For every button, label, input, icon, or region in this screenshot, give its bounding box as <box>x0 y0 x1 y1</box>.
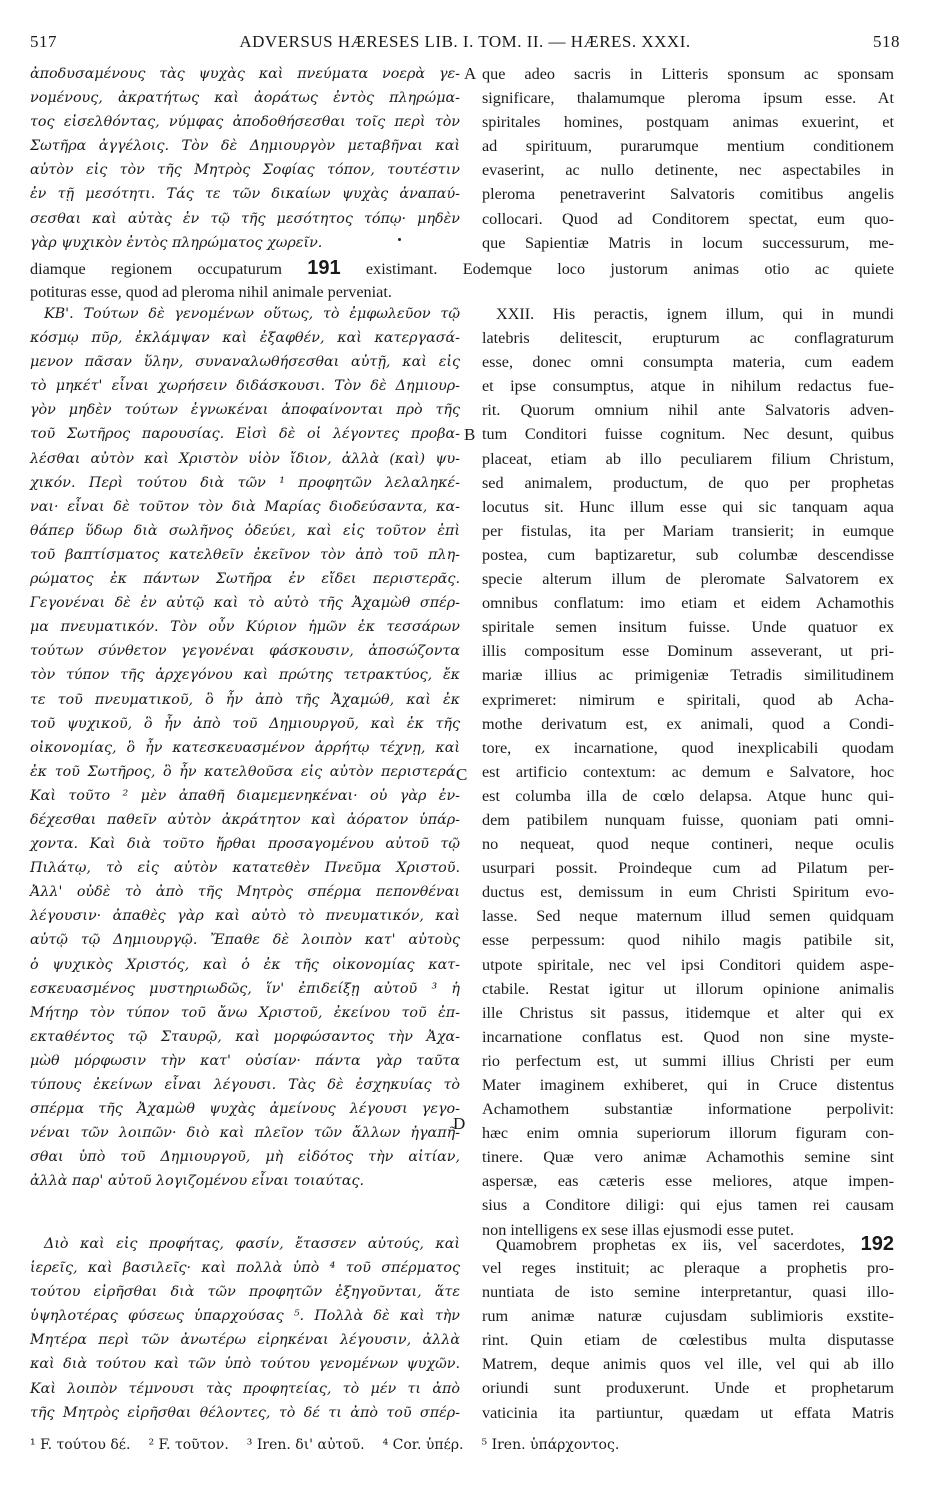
latin-line: no nequeat, quod neque contineri, neque oculis <box>482 835 894 854</box>
greek-line: νέναι τῶν λοιπῶν· διὸ καὶ πλεῖον τῶν ἄλλων ἠγαπῆ- <box>30 1125 460 1142</box>
greek-line: λέσθαι αὐτὸν καὶ Χριστὸν υἱὸν ἴδιον, ἀλλὰ (καὶ) ψυ- <box>30 450 460 467</box>
latin-line: illis compositum esse Dominum asseverant, ut pri- <box>482 642 894 661</box>
greek-line: κόσμῳ πῦρ, ἐκλάμψαν καὶ ἐξαφθέν, καὶ κατεργασά- <box>30 330 460 347</box>
greek-line: ναι· εἶναι δὲ τοῦτον τὸν διὰ Μαρίας διοδεύσαντα, κα- <box>30 498 460 515</box>
footnote: ¹ F. τούτου δέ. <box>30 1437 131 1453</box>
greek-line: τοῦ Σωτῆρος παρουσίας. Εἰσὶ δὲ οἱ λέγοντες προβα- <box>30 426 460 443</box>
greek-line: τοῦ βαπτίσματος κατελθεῖν ἐκεῖνον τὸν ἀπὸ τοῦ πλη- <box>30 546 460 563</box>
latin-line: aspersæ, eas cæteris esse meliores, atque impen- <box>482 1172 894 1191</box>
ink-dot <box>398 238 401 241</box>
greek-line: εσκευασμένος μυστηριωδῶς, ἵν' ἐπιδείξῃ αὐτοῦ ³ ἡ <box>30 980 460 997</box>
greek-column-top <box>30 62 460 255</box>
greek-line: τούτων σύνθετον γεγονέναι φάσκουσιν, ἀποσώζοντα <box>30 643 460 660</box>
footnote: ⁴ Cor. ὑπέρ. <box>382 1437 464 1453</box>
column-marker-192: 192 <box>860 1233 895 1255</box>
latin-line: dem patibilem nunquam fuisse, quoniam pati omni- <box>482 810 894 829</box>
latin-line: rint. Quin etiam de cœlestibus multa disputasse <box>482 1331 894 1350</box>
latin-line: que adeo sacris in Litteris sponsum ac sponsam <box>482 65 894 83</box>
greek-line: σεσθαι καὶ αὐτὰς ἐν τῷ τῆς μεσότητος τόπῳ· μηδὲν <box>30 210 460 227</box>
latin-column-main <box>482 302 894 1242</box>
greek-line: μα πνευματικόν. Τὸν οὖν Κύριον ἡμῶν ἐκ τεσσάρων <box>30 619 460 636</box>
greek-line: Γεγονέναι δὲ ἐν αὐτῷ καὶ τὸ αὐτὸ τῆς Ἀχαμὼθ σπέρ- <box>30 595 460 612</box>
margin-letter-d: D <box>453 1114 466 1133</box>
margin-letter-c: C <box>456 765 468 784</box>
greek-line: τος εἰσελθόντας, νύμφας ἀποδοθήσεσθαι τοῖς περὶ τὸν <box>30 114 460 131</box>
latin-paragraph-start-text: Quamobrem prophetas ex iis, vel sacerdotes, <box>496 1236 845 1254</box>
latin-line: Achamothem substantiæ informatione perpolivit: <box>482 1100 894 1119</box>
latin-line: significare, thalamumque pleroma ipsum esse. At <box>482 89 894 108</box>
latin-line: spiritales homines, postquam animas exuerint, et <box>482 113 894 132</box>
latin-line: sed animalem, productum, de quo per prophetas <box>482 473 894 492</box>
greek-line: ἐκ τοῦ Σωτῆρος, ὃ ἦν κατελθοῦσα εἰς αὐτὸν περιστερά. <box>30 763 460 780</box>
latin-line: collocari. Quod ad Conditorem spectat, eum quo- <box>482 209 894 228</box>
full-width-passage <box>30 256 894 304</box>
greek-line: χοντα. Καὶ διὰ τοῦτο ἤρθαι προσαγομένου αὐτοῦ τῷ <box>30 836 460 853</box>
column-marker-191: 191 <box>307 257 341 279</box>
latin-line: specie alterum illum de pleromate Salvatorem ex <box>482 570 894 589</box>
greek-column-bottom <box>30 1232 460 1425</box>
greek-line: ὑψηλοτέρας φύσεως ὑπαρχούσας ⁵. Πολλὰ δὲ καὶ τὴν <box>30 1308 460 1325</box>
latin-line: rit. Quorum omnium nihil ante Salvatoris adven- <box>482 401 894 420</box>
greek-line: μενον πᾶσαν ὕλην, συναναλωθήσεσθαι αὐτῇ, καὶ εἰς <box>30 354 460 371</box>
greek-line: Καὶ λοιπὸν τέμνουσι τὰς προφητείας, τὸ μέν τι ἀπὸ <box>30 1380 460 1397</box>
latin-line: est columba illa de cœlo delapsa. Atque hunc qui- <box>482 786 894 805</box>
greek-line: εκταθέντος τῷ Σταυρῷ, καὶ μορφώσαντος τὴν Ἀχα- <box>30 1028 460 1045</box>
greek-line: τὸν τύπον τῆς ἀρχεγόνου καὶ πρώτης τετρακτύος, ἔκ <box>30 667 460 684</box>
margin-letter-b: B <box>464 425 476 444</box>
latin-line: ductus est, demissum in eum Christi Spiritum evo- <box>482 883 894 902</box>
latin-line: per fistulas, ita per Mariam transierit; in eumque <box>482 521 894 540</box>
latin-line: ad spirituum, purarumque mentium conditionem <box>482 137 894 156</box>
greek-line: χικόν. Περὶ τούτου διὰ τῶν ¹ προφητῶν λελαληκέ- <box>30 474 460 491</box>
latin-line: Mater imaginem exhiberet, qui in Cruce distentus <box>482 1076 894 1094</box>
latin-line: postea, cum baptizaretur, sub columbæ descendisse <box>482 545 894 564</box>
latin-line: Matrem, deque animis quos vel ille, vel qui ab illo <box>482 1355 894 1374</box>
latin-line: et ipse consumptus, atque in nihilum redactus fue- <box>482 377 894 396</box>
greek-line: γὸν μηδὲν τούτων ἐγνωκέναι ἀποφαίνονται πρὸ τῆς <box>30 402 460 419</box>
latin-line: omnibus conflatum: imo etiam et eidem Achamothis <box>482 594 894 613</box>
latin-column-top <box>482 62 894 255</box>
latin-column-bottom <box>482 1256 894 1425</box>
footnote: ² F. τοῦτον. <box>148 1437 229 1453</box>
greek-column-main <box>30 302 460 1193</box>
latin-line: tinere. Quæ vero animæ Achamothis semine sint <box>482 1148 894 1167</box>
greek-line: τούτου εἰρῆσθαι διὰ τῶν προφητῶν ἐξηγοῦνται, ἅτε <box>30 1284 460 1301</box>
latin-line: XXII. His peractis, ignem illum, qui in mundi <box>496 305 894 323</box>
latin-line: incarnatione conflatus est. Quod non sine myste- <box>482 1027 894 1046</box>
latin-line: esse, donec omni consumpta materia, cum eadem <box>482 353 894 372</box>
greek-line: ἱερεῖς, καὶ βασιλεῖς· καὶ πολλὰ ὑπὸ ⁴ τοῦ σπέρματος <box>30 1260 460 1277</box>
latin-line: nuntiata de isto semine interpretantur, quasi illo- <box>482 1283 894 1302</box>
page-number-right: 518 <box>873 32 900 51</box>
greek-line: Πιλάτῳ, τὸ εἰς αὐτὸν κατατεθὲν Πνεῦμα Χριστοῦ. <box>30 860 460 877</box>
footnote: ⁵ Iren. ὑπάρχοντος. <box>481 1437 620 1453</box>
greek-line: Μητέρα περὶ τῶν ἀνωτέρω εἰρηκέναι λέγουσιν, ἀλλὰ <box>30 1332 460 1349</box>
greek-line: ἐν τῇ μεσότητι. Τάς τε τῶν δικαίων ψυχὰς ἀναπαύ- <box>30 186 460 203</box>
full-line-1-start: diamque regionem occupaturum <box>30 260 282 278</box>
latin-line: locutus sit. Hunc illum esse qui sic tanquam aqua <box>482 497 894 516</box>
greek-line: Σωτῆρα ἀγγέλοις. Τὸν δὲ Δημιουργὸν μεταβῆναι καὶ <box>30 138 460 155</box>
full-line-1-end: existimant. Eodemque loco justorum animas otio ac quiete <box>365 260 895 278</box>
latin-line: que Sapientiæ Matris in locum successurum, me- <box>482 233 894 252</box>
latin-line: rio perfectum est, ut summi illius Christi per eum <box>482 1051 894 1070</box>
greek-line: Διὸ καὶ εἰς προφήτας, φασίν, ἔτασσεν αὐτούς, καὶ <box>44 1236 460 1252</box>
greek-line: δέχεσθαι παθεῖν αὐτὸν ἀκράτητον καὶ ἀόρατον ὑπάρ- <box>30 811 460 828</box>
greek-line: τῆς Μητρὸς εἰρῆσθαι θέλοντες, τὸ δέ τι ἀπὸ τοῦ σπέρ- <box>30 1404 460 1421</box>
latin-line: tore, ex incarnatione, quod inexplicabili quodam <box>482 738 894 757</box>
latin-line: spiritale semen insitum fuisse. Unde quatuor ex <box>482 618 894 637</box>
footnote: ³ Iren. δι' αὐτοῦ. <box>246 1437 365 1453</box>
full-line-1 <box>30 256 894 280</box>
latin-line: latebris delitescit, erupturum ac conflagraturum <box>482 329 894 348</box>
greek-line: Ἀλλ' οὐδὲ τὸ ἀπὸ τῆς Μητρὸς σπέρμα πεπονθέναι <box>30 884 460 901</box>
greek-line: Μήτηρ τὸν τύπον τοῦ ἄνω Χριστοῦ, ἐκείνου τοῦ ἐπ- <box>30 1004 460 1021</box>
latin-line: non intelligens ex sese illas ejusmodi esse putet. <box>482 1220 795 1239</box>
greek-line: μὼθ μόρφωσιν τὴν κατ' οὐσίαν· πάντα γὰρ ταῦτα <box>30 1052 460 1069</box>
greek-line: ὁ ψυχικὸς Χριστός, καὶ ὁ ἐκ τῆς οἰκονομίας κατ- <box>30 956 460 973</box>
greek-line: λέγουσιν· ἀπαθὲς γὰρ καὶ αὐτὸ τὸ πνευματικόν, καὶ <box>30 908 460 925</box>
greek-line: Καὶ τοῦτο ² μὲν ἀπαθῆ διαμεμενηκέναι· οὐ γὰρ ἐν- <box>30 787 460 804</box>
latin-line: rum animæ naturæ cujusdam sublimioris exstite- <box>482 1307 894 1326</box>
greek-line: τοῦ ψυχικοῦ, ὃ ἦν ἀπὸ τοῦ Δημιουργοῦ, καὶ ἐκ τῆς <box>30 715 460 732</box>
latin-line: vaticinia ita partiuntur, quædam ut effata Matris <box>482 1403 894 1422</box>
greek-line: θάπερ ὕδωρ διὰ σωλῆνος ὁδεύει, καὶ εἰς τοῦτον ἐπὶ <box>30 522 460 539</box>
running-title: ADVERSUS HÆRESES LIB. I. TOM. II. — HÆRES. XXXI. <box>239 32 691 51</box>
greek-line: ἀλλὰ παρ' αὐτοῦ λογιζομένου εἶναι τοιαύτας. <box>30 1173 365 1190</box>
latin-line: utpote spiritale, nec vel ipsi Conditori quidem aspe- <box>482 955 894 974</box>
latin-line: hæc enim omnia superiorum illorum figuram con- <box>482 1124 894 1143</box>
latin-line: placeat, etiam ab illo peculiarem filium Christum, <box>482 449 894 468</box>
running-header <box>30 32 900 58</box>
greek-line: καὶ διὰ τούτου καὶ τῶν ὑπὸ τούτου γενομένων ψυχῶν. <box>30 1356 460 1373</box>
latin-line: pleroma penetraverint Salvatoris comitibus angelis <box>482 185 894 204</box>
footnotes <box>30 1437 900 1453</box>
greek-line: ΚΒ'. Τούτων δὲ γενομένων οὕτως, τὸ ἐμφωλεῦον τῷ <box>44 306 460 322</box>
full-line-2: potituras esse, quod ad pleroma nihil animale perveniat. <box>30 283 392 301</box>
greek-line: τε τοῦ πνευματικοῦ, ὃ ἦν ἀπὸ τῆς Ἀχαμώθ, καὶ ἐκ <box>30 691 460 708</box>
greek-line: τὸ μηκέτ' εἶναι χωρήσειν διδάσκουσι. Τὸν δὲ Δημιουρ- <box>30 378 460 395</box>
latin-line: usurpari possit. Proindeque cum ad Pilatum per- <box>482 859 894 878</box>
latin-line: ctabile. Restat igitur ut illorum opinione animalis <box>482 979 894 998</box>
greek-line: αὐτῷ τῷ Δημιουργῷ. Ἔπαθε δὲ λοιπὸν κατ' αὐτοὺς <box>30 932 460 949</box>
greek-line: ρώματος ἐκ πάντων Σωτῆρα ἐν εἴδει περιστερᾶς. <box>30 571 460 588</box>
latin-line: ille Christus sit passus, itidemque et alter qui ex <box>482 1003 894 1022</box>
greek-line: αὐτὸν εἰς τὸν τῆς Μητρὸς Σοφίας τόπον, τουτέστιν <box>30 162 460 179</box>
latin-line: esse perpessum: quod nihilo magis patibile sit, <box>482 931 894 950</box>
greek-line: οἰκονομίας, ὃ ἦν κατεσκευασμένον ἀρρήτῳ τέχνῃ, καὶ <box>30 739 460 756</box>
greek-line: νομένους, ἀκρατήτως καὶ ἀοράτως ἐντὸς πληρώμα- <box>30 90 460 107</box>
greek-line: σπέρμα τῆς Ἀχαμὼθ ψυχὰς ἀμείνους λέγουσι γεγο- <box>30 1101 460 1118</box>
latin-line: vel reges instituit; ac pleraque a prophetis pro- <box>482 1259 894 1277</box>
greek-line: τύπους ἐκείνων εἶναι λέγουσι. Τὰς δὲ ἐσχηκυίας τὸ <box>30 1077 460 1093</box>
margin-letter-a: A <box>464 64 477 83</box>
latin-line: est artificio contextum: ac demum e Salvatore, hoc <box>482 762 894 781</box>
latin-line: evaserint, ac nullo detinente, nec aspectabiles in <box>482 161 894 180</box>
latin-line: mothe derivatum est, ex animali, quod a Condi- <box>482 714 894 733</box>
greek-line: γὰρ ψυχικὸν ἐντὸς πληρώματος χωρεῖν. <box>30 234 323 251</box>
latin-paragraph-start <box>482 1232 894 1256</box>
latin-column-bottom-first <box>482 1232 894 1256</box>
latin-line: sius a Conditore diligi: qui ejus tamen rei causam <box>482 1196 894 1215</box>
latin-line: oriundi sunt produxerunt. Unde et prophetarum <box>482 1379 894 1398</box>
latin-line: exprimeret: nimirum e spiritali, quod ab Acha- <box>482 690 894 709</box>
greek-line: σθαι ὑπὸ τοῦ Δημιουργοῦ, μὴ εἰδότος τὴν αἰτίαν, <box>30 1149 460 1166</box>
latin-line: tum Conditori fuisse cognitum. Nec desunt, quibus <box>482 425 894 444</box>
latin-line: lasse. Sed neque maternum illud semen quidquam <box>482 907 894 926</box>
latin-line: mariæ illius ac primigeniæ Tetradis similitudinem <box>482 666 894 685</box>
page-number-left: 517 <box>30 32 57 51</box>
greek-line: ἀποδυσαμένους τὰς ψυχὰς καὶ πνεύματα νοερὰ γε- <box>30 66 460 82</box>
